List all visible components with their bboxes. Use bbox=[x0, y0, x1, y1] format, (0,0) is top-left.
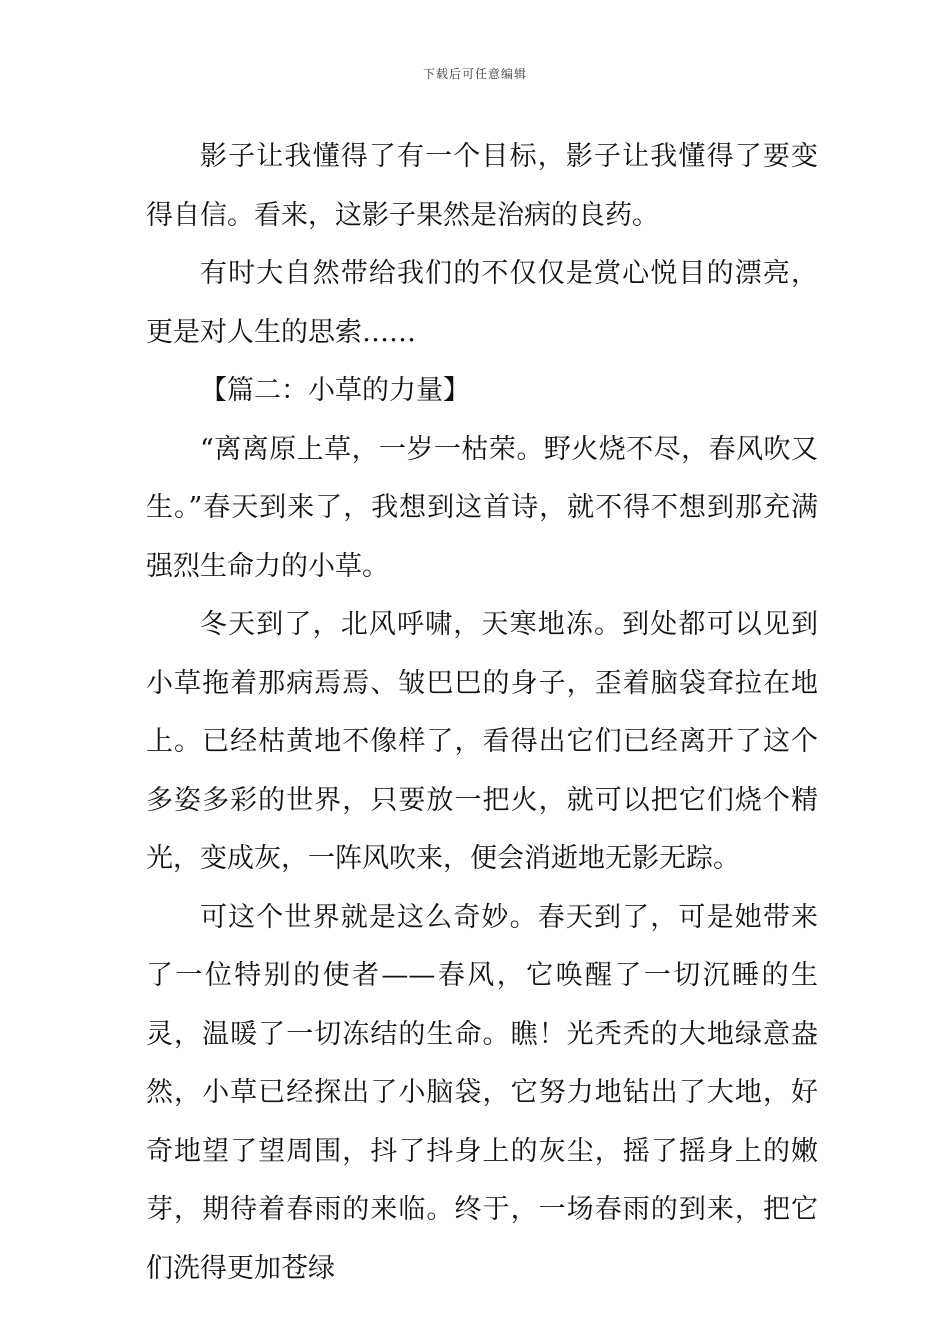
section-heading: 【篇二：小草的力量】 bbox=[200, 375, 470, 406]
paragraph-shadow-conclusion: 影子让我懂得了有一个目标，影子让我懂得了要变得自信。看来，这影子果然是治病的良药。 bbox=[146, 141, 818, 231]
header-note: 下载后可任意编辑 bbox=[422, 67, 527, 81]
paragraph-winter: 冬天到了，北风呼啸，天寒地冻。到处都可以见到小草拖着那病焉焉、皱巴巴的身子，歪着脑袋耷拉在地上。已经枯黄地不像样了，看得出它们已经离开了这个多姿多彩的世界，只要放一把火，就可以把它们烧个精光，变成灰，一阵风吹来，便会消逝地无影无踪。 bbox=[146, 609, 818, 874]
paragraph-nature-reflection: 有时大自然带给我们的不仅仅是赏心悦目的漂亮，更是对人生的思索…… bbox=[146, 258, 818, 348]
paragraph-poem-quote: “离离原上草，一岁一枯荣。野火烧不尽，春风吹又生。”春天到来了，我想到这首诗，就不得不想到那充满强烈生命力的小草。 bbox=[146, 433, 818, 582]
paragraph-spring: 可这个世界就是这么奇妙。春天到了，可是她带来了一位特别的使者——春风，它唤醒了一切沉睡的生灵，温暖了一切冻结的生命。瞧！光秃秃的大地绿意盎然，小草已经探出了小脑袋，它努力地钻出了大地，好奇地望了望周围，抖了抖身上的灰尘，摇了摇身上的嫩芽，期待着春雨的来临。终于，一场春雨的到来，把它们洗得更加苍绿 bbox=[146, 901, 818, 1284]
document-body bbox=[146, 128, 818, 1298]
